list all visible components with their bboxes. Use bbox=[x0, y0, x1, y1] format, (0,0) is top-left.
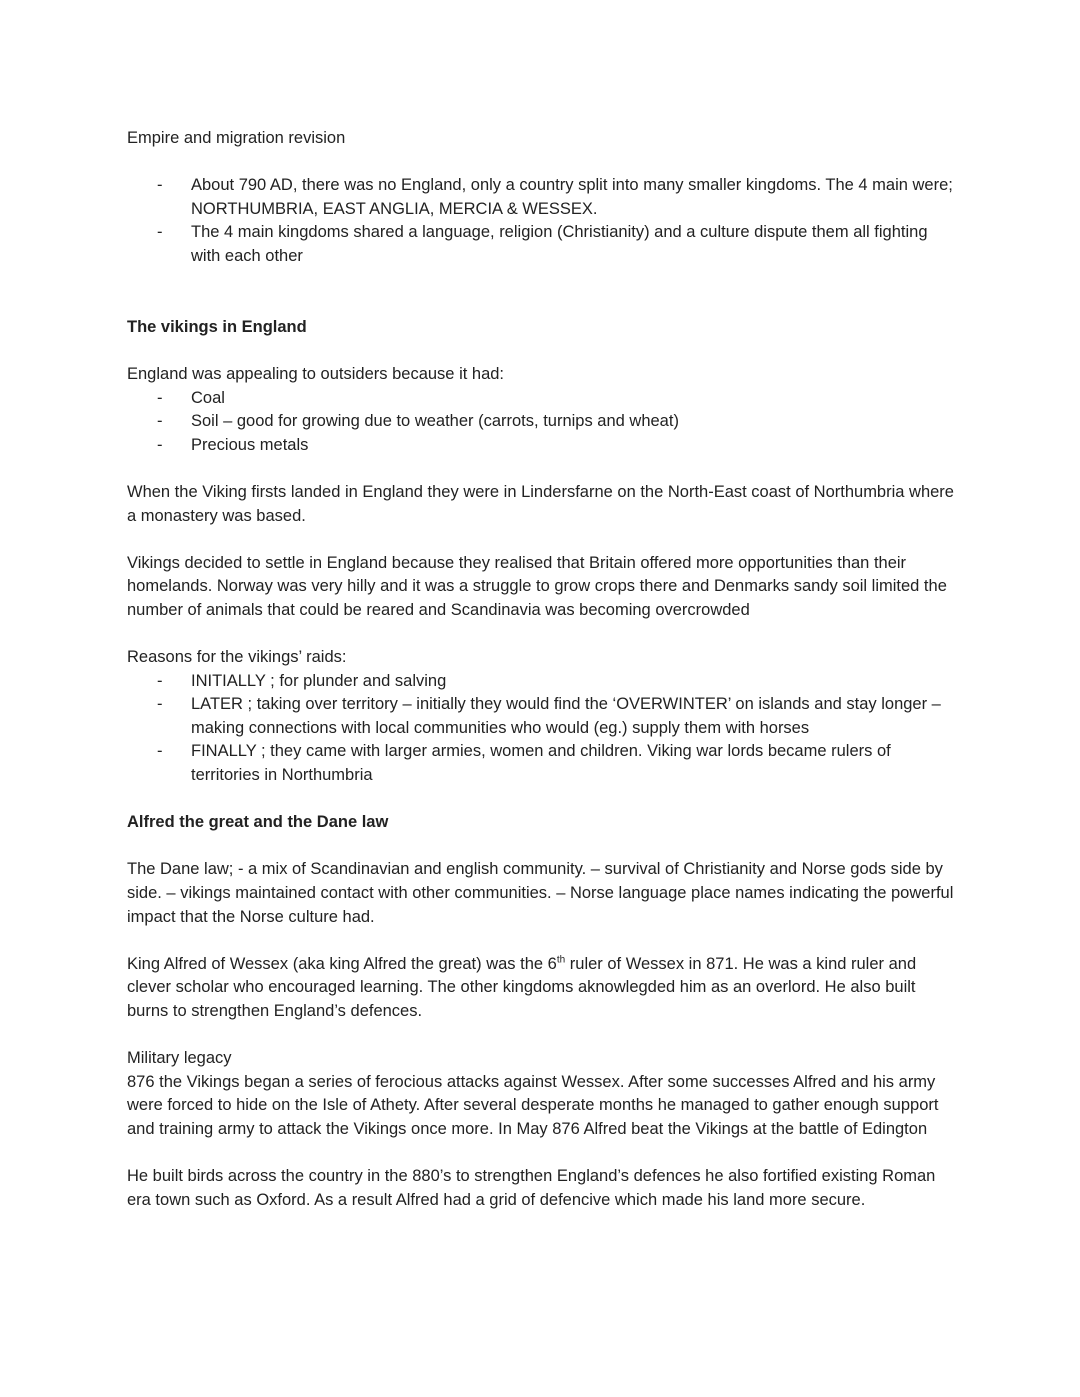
settle-paragraph: Vikings decided to settle in England because they realised that Britain offered more opportunities than their homelands. Norway was very hilly and it was a struggle to grow crops there and Denmarks sandy soil limited the number of animals that could be reared and Scandinavia was becoming overcrowded bbox=[127, 553, 947, 619]
document-title: Empire and migration revision bbox=[127, 129, 346, 147]
bullet-dash: - bbox=[157, 742, 163, 761]
bullet-dash: - bbox=[157, 412, 163, 431]
bullet-dash: - bbox=[157, 695, 163, 714]
bullet-dash: - bbox=[157, 435, 163, 454]
section-heading-alfred-and-dane-law: Alfred the great and the Dane law bbox=[127, 813, 389, 832]
appeal-intro: England was appealing to outsiders because it had: bbox=[127, 364, 505, 383]
document-body bbox=[127, 127, 957, 1212]
intro-bullet-list bbox=[127, 174, 957, 268]
list-item: - About 790 AD, there was no England, only a country split into many smaller kingdoms. The 4 main were; NORTHUMBRIA, EAST ANGLIA, MERCIA & WESSEX. bbox=[157, 176, 953, 218]
bullet-dash: - bbox=[157, 223, 163, 242]
raids-bullet-list bbox=[127, 670, 957, 788]
landing-paragraph: When the Viking firsts landed in England they were in Lindersfarne on the North-East coast of Northumbria where a monastery was based. bbox=[127, 482, 954, 525]
list-item: - FINALLY ; they came with larger armies, women and children. Viking war lords became rulers of territories in Northumbria bbox=[157, 742, 891, 785]
bullet-dash: - bbox=[157, 671, 163, 690]
list-item: - Precious metals bbox=[127, 434, 957, 458]
bullet-dash: - bbox=[157, 176, 163, 195]
dane-law-paragraph: The Dane law; - a mix of Scandinavian and english community. – survival of Christianity and Norse gods side by side. – vikings maintained contact with other communities. – Norse language place names indicating the powerful impact that the Norse culture had. bbox=[127, 860, 954, 926]
appeal-bullet-list bbox=[127, 387, 957, 458]
raids-intro: Reasons for the vikings’ raids: bbox=[127, 648, 347, 667]
burhs-paragraph: He built birds across the country in the 880’s to strengthen England’s defences he also fortified existing Roman era town such as Oxford. As a result Alfred had a grid of defencive which made his land more secure. bbox=[127, 1167, 936, 1209]
list-item: - LATER ; taking over territory – initially they would find the ‘OVERWINTER’ on islands and stay longer – making connections with local communities who would (eg.) supply them with horses bbox=[157, 695, 941, 737]
military-legacy-paragraph: 876 the Vikings began a series of ferocious attacks against Wessex. After some successes Alfred and his army were forced to hide on the Isle of Athety. After several desperate months he managed to gather enough support and training army to attack the Vikings once more. In May 876 Alfred beat the Vikings at the battle of Edington bbox=[127, 1072, 939, 1138]
list-item: - INITIALLY ; for plunder and salving bbox=[127, 670, 957, 694]
list-item: - Soil – good for growing due to weather (carrots, turnips and wheat) bbox=[127, 410, 957, 434]
military-legacy-heading: Military legacy bbox=[127, 1049, 232, 1068]
section-heading-vikings-in-england: The vikings in England bbox=[127, 317, 307, 336]
bullet-dash: - bbox=[157, 388, 163, 407]
list-item: - Coal bbox=[127, 387, 957, 411]
alfred-paragraph: King Alfred of Wessex (aka king Alfred the great) was the 6th ruler of Wessex in 871. He was a kind ruler and clever scholar who encouraged learning. The other kingdoms aknowlegded him as an overlord. He also built burns to strengthen England’s defences. bbox=[127, 954, 917, 1020]
list-item: - The 4 main kingdoms shared a language, religion (Christianity) and a culture dispute them all fighting with each other bbox=[157, 223, 928, 265]
ordinal-superscript: th bbox=[556, 954, 566, 966]
